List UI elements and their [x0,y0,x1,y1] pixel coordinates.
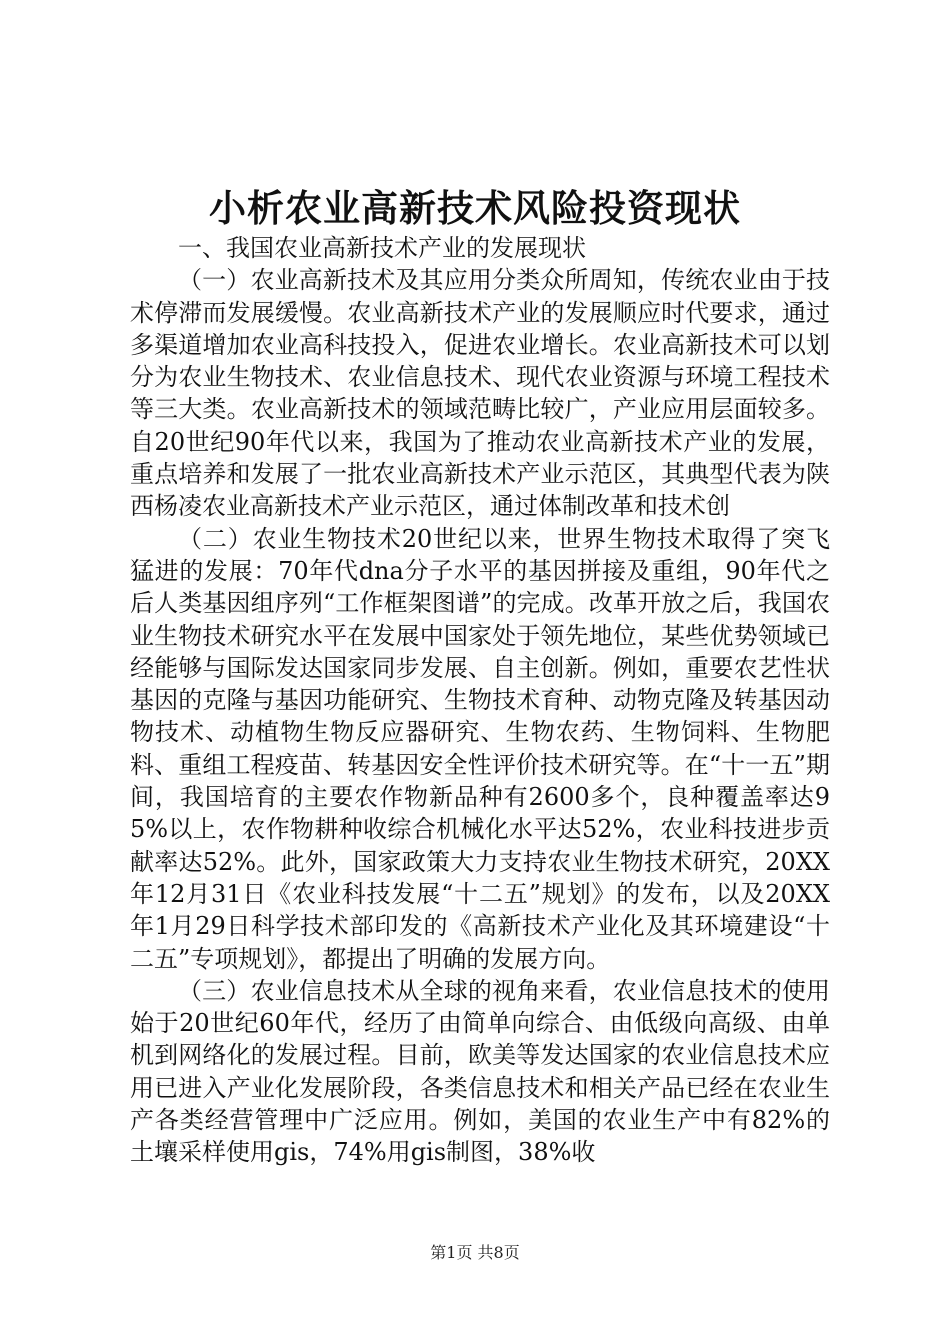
paragraph-1: （一）农业高新技术及其应用分类众所周知，传统农业由于技术停滞而发展缓慢。农业高新技术产业的发展顺应时代要求，通过多渠道增加农业高科技投入，促进农业增长。农业高新技术可以划分为农业生物技术、农业信息技术、现代农业资源与环境工程技术等三大类。农业高新技术的领域范畴比较广，产业应用层面较多。自20世纪90年代以来，我国为了推动农业高新技术产业的发展，重点培养和发展了一批农业高新技术产业示范区，其典型代表为陕西杨凌农业高新技术产业示范区，通过体制改革和技术创 [130,266,830,521]
section-heading: 一、我国农业高新技术产业的发展现状 [178,234,586,262]
page-footer: 第1页 共8页 [430,1243,520,1262]
document-body [130,232,830,1169]
paragraph-2: （二）农业生物技术20世纪以来，世界生物技术取得了突飞猛进的发展：70年代dna分子水平的基因拼接及重组，90年代之后人类基因组序列“工作框架图谱”的完成。改革开放之后，我国农业生物技术研究水平在发展中国家处于领先地位，某些优势领域已经能够与国际发达国家同步发展、自主创新。例如，重要农艺性状基因的克隆与基因功能研究、生物技术育种、动物克隆及转基因动物技术、动植物生物反应器研究、生物农药、生物饲料、生物肥料、重组工程疫苗、转基因安全性评价技术研究等。在“十一五”期间，我国培育的主要农作物新品种有2600多个，良种覆盖率达95%以上，农作物耕种收综合机械化水平达52%，农业科技进步贡献率达52%。此外，国家政策大力支持农业生物技术研究，20XX年12月31日《农业科技发展“十二五”规划》的发布，以及20XX年1月29日科学技术部印发的《高新技术产业化及其环境建设“十二五”专项规划》，都提出了明确的发展方向。 [130,524,830,973]
paragraph-3: （三）农业信息技术从全球的视角来看，农业信息技术的使用始于20世纪60年代，经历了由简单向综合、由低级向高级、由单机到网络化的发展过程。目前，欧美等发达国家的农业信息技术应用已进入产业化发展阶段，各类信息技术和相关产品已经在农业生产各类经营管理中广泛应用。例如，美国的农业生产中有82%的土壤采样使用gis，74%用gis制图，38%收 [130,976,830,1167]
document-title: 小析农业高新技术风险投资现状 [209,186,741,230]
